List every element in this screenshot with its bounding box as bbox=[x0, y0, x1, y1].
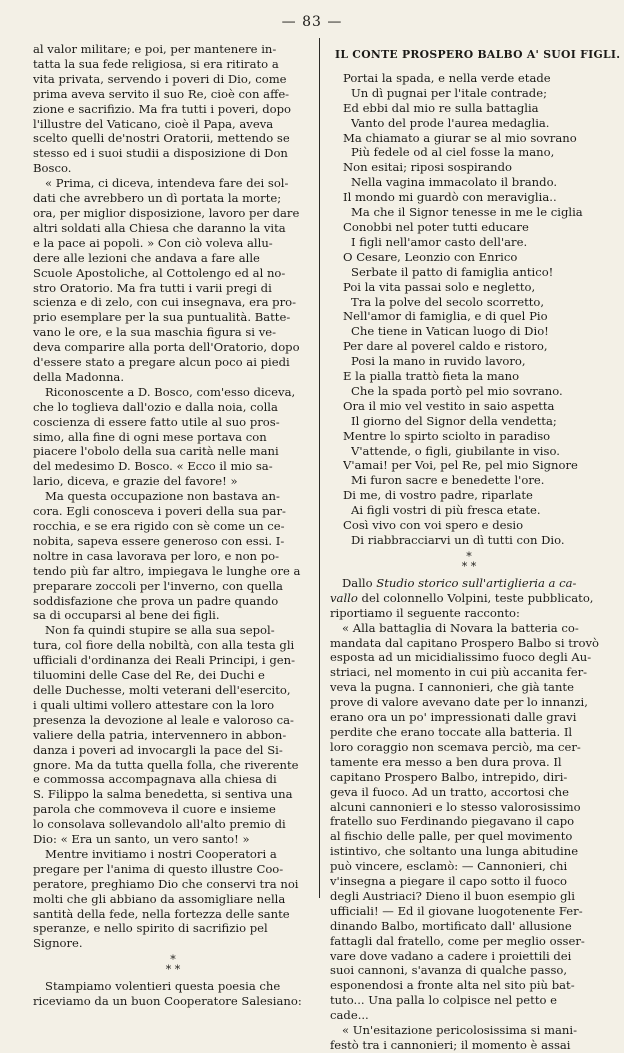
text-line: tiluomini delle Case del Re, dei Duchi e bbox=[33, 668, 265, 683]
text-line: molti che gli abbiano da assomigliare nella bbox=[33, 891, 286, 906]
text-line: Il mondo mi guardò con meraviglia.. bbox=[343, 190, 557, 205]
text-line: sa di occuparsi al bene dei figli. bbox=[33, 608, 220, 623]
text-line: presenza la devozione al leale e valoroso ca- bbox=[33, 712, 294, 727]
text-line: istintivo, che soltanto una lunga abitudine bbox=[330, 844, 579, 859]
text-line: I figli nell'amor casto dell'are. bbox=[351, 234, 528, 249]
text-line: gnore. Ma da tutta quella folla, che riverente bbox=[33, 757, 299, 772]
text-line: del medesimo D. Bosco. « Ecco il mio sa- bbox=[33, 459, 273, 474]
text-line: scelto quelli de'nostri Oratorii, mettendo se bbox=[33, 131, 290, 146]
text-line: dere alle lezioni che andava a fare alle bbox=[33, 250, 260, 265]
text-line: e la pace ai popoli. » Con ciò voleva allu- bbox=[33, 235, 273, 250]
text-line: soddisfazione che prova un padre quando bbox=[33, 593, 279, 608]
text-line: suoi cannoni, s'avanza di qualche passo, bbox=[330, 963, 568, 978]
text-line: capitano Prospero Balbo, intrepido, diri- bbox=[330, 769, 568, 784]
text-line: piacere l'obolo della sua carità nelle mani bbox=[33, 444, 279, 459]
text-line: prio esemplare per la sua puntualità. Batte- bbox=[33, 310, 291, 325]
text-line: perdite che erano toccate alla batteria. Il bbox=[330, 724, 573, 739]
text-line: loro coraggio non scemava perciò, ma cer- bbox=[330, 739, 581, 754]
text-line: lario, diceva, e grazie del favore! » bbox=[33, 474, 238, 489]
text-line: Riconoscente a D. Bosco, com'esso diceva, bbox=[45, 384, 296, 399]
text-line: peratore, preghiamo Dio che conservi tra noi bbox=[33, 876, 299, 891]
text-line: stesso ed i suoi studii a disposizione di Don bbox=[33, 146, 288, 161]
text-line: nobita, sapeva essere generoso con essi. I- bbox=[33, 533, 285, 548]
text-line: Poi la vita passai solo e negletto, bbox=[343, 279, 536, 294]
text-line: ufficiali d'ordinanza dei Reali Principi, i gen- bbox=[33, 653, 295, 668]
text-line: ora, per miglior disposizione, lavoro per dare bbox=[33, 205, 300, 220]
text-line: fratello suo Ferdinando piegavano il capo bbox=[330, 814, 575, 829]
text-line: tatta la sua fede religiosa, si era ritirato a bbox=[33, 56, 279, 71]
text-line: coscienza di essere fatto utile al suo pros- bbox=[33, 414, 280, 429]
text-line: rocchia, e se era rigido con sè come un ce- bbox=[33, 519, 285, 533]
text-line: vita privata, servendo i poveri di Dio, come bbox=[33, 71, 287, 86]
text-line: « Un'esitazione pericolosissima si mani- bbox=[342, 1023, 577, 1038]
text-line: delle Duchesse, molti veterani dell'esercito, bbox=[33, 682, 291, 697]
text-line: tamente era messo a ben dura prova. Il bbox=[330, 754, 562, 769]
text-line: scienza e di zelo, con cui insegnava, era pro- bbox=[33, 295, 297, 310]
text-line: Bosco. bbox=[33, 161, 72, 176]
text-line: che lo toglieva dall'ozio e dalla noia, colla bbox=[33, 399, 278, 414]
text-line: esposta ad un micidialissimo fuoco degli Au- bbox=[330, 650, 592, 665]
text-line: mandata dal capitano Prospero Balbo si trovò bbox=[330, 635, 599, 650]
star-separator-left: * * * bbox=[165, 953, 181, 977]
text-line: V'attende, o figli, giubilante in viso. bbox=[351, 443, 560, 458]
star-separator-right: * * * bbox=[461, 549, 477, 573]
text-line: prima aveva servito il suo Re, cioè con affe- bbox=[33, 86, 290, 101]
text-line: santità della fede, nella fortezza delle sante bbox=[33, 906, 290, 921]
text-line: al fischio delle palle, per quel movimento bbox=[330, 829, 573, 844]
text-line: noltre in casa lavorava per loro, e non po- bbox=[33, 548, 280, 563]
text-line: dati che avrebbero un dì portata la morte; bbox=[33, 191, 282, 206]
text-line: stro Oratorio. Ma fra tutti i varii pregi di bbox=[33, 280, 272, 295]
text-line: Ed ebbi dal mio re sulla battaglia bbox=[343, 100, 539, 115]
text-line: Un dì pugnai per l'itale contrade; bbox=[351, 85, 548, 100]
text-line: v'insegna a piegare il capo sotto il fuoco bbox=[330, 874, 568, 889]
text-line: deva comparire alla porta dell'Oratorio, dopo bbox=[33, 340, 300, 355]
text-line: al valor militare; e poi, per mantenere in- bbox=[33, 42, 277, 56]
text-line: preparare zoccoli per l'inverno, con quella bbox=[33, 578, 283, 593]
text-line: e commossa accompagnava alla chiesa di bbox=[33, 772, 277, 787]
poem bbox=[330, 71, 608, 548]
text-line: Conobbi nel poter tutti educare bbox=[343, 219, 529, 234]
text-line: esponendosi a fronte alta nel sito più bat- bbox=[330, 978, 575, 993]
text-line: « Alla battaglia di Novara la batteria co- bbox=[342, 620, 579, 635]
text-line: l'illustre del Vaticano, cioè il Papa, aveva bbox=[33, 116, 274, 131]
text-line: veva la pugna. I cannonieri, che già tante bbox=[330, 680, 574, 695]
text-line: valiere della patria, intervennero in abbon- bbox=[33, 727, 287, 742]
text-line: striaci, nel momento in cui più accanita fer- bbox=[330, 665, 588, 680]
left-column bbox=[33, 42, 313, 1009]
text-line: danza i poveri ad invocargli la pace del Si- bbox=[33, 742, 283, 757]
text-line: tura, col fiore della nobiltà, con alla testa gli bbox=[33, 638, 295, 653]
text-line: cora. Egli conosceva i poveri della sua par- bbox=[33, 504, 286, 519]
text-line: lo consolava sollevandolo all'alto premio di bbox=[33, 817, 286, 832]
text-line: prove di valore avevano date per lo innanzi, bbox=[330, 695, 588, 710]
left-prose-end bbox=[33, 979, 313, 1009]
text-line: riceviamo da un buon Cooperatore Salesiano: bbox=[33, 994, 302, 1009]
text-line: Vanto del prode l'aurea medaglia. bbox=[351, 115, 550, 130]
text-line: dinando Balbo, mortificato dall' allusione bbox=[330, 918, 572, 933]
text-line: Così vivo con voi spero e desio bbox=[343, 518, 524, 533]
text-line: Stampiamo volentieri questa poesia che bbox=[45, 979, 281, 994]
text-line: Ma chiamato a giurar se al mio sovrano bbox=[343, 130, 577, 145]
text-line: tuto... Una palla lo colpisce nel petto e bbox=[330, 993, 558, 1008]
text-line: Dio: « Era un santo, un vero santo! » bbox=[33, 832, 250, 847]
text-line: Mi furon sacre e benedette l'ore. bbox=[351, 473, 545, 488]
right-column bbox=[330, 42, 621, 1053]
text-line: O Cesare, Leonzio con Enrico bbox=[343, 249, 518, 264]
text-line: Più fedele od al ciel fosse la mano, bbox=[351, 145, 555, 160]
text-line: parola che commoveva il cuore e insieme bbox=[33, 802, 276, 817]
text-line: Che tiene in Vatican luogo di Dio! bbox=[351, 324, 549, 339]
source-intro: Dallo Studio storico sull'artiglieria a ca- vallo del colonnello Volpini, teste pubblicato, bbox=[330, 575, 594, 605]
text-line: Ma che il Signor tenesse in me le ciglia bbox=[351, 205, 583, 220]
text-line: Mentre invitiamo i nostri Cooperatori a bbox=[45, 846, 277, 861]
text-line: vare dove vadano a cadere i proiettili dei bbox=[330, 948, 572, 963]
text-line: tendo più far altro, impiegava le lunghe ore a bbox=[33, 563, 301, 578]
text-line: « Prima, ci diceva, intendeva fare dei sol- bbox=[45, 176, 289, 191]
page-number: — 83 — bbox=[281, 14, 343, 30]
text-line: può vincere, esclamò: — Cannonieri, chi bbox=[330, 859, 568, 874]
text-line: Posi la mano in ruvido lavoro, bbox=[351, 354, 526, 369]
text-line: Nella vagina immacolato il brando. bbox=[351, 175, 558, 190]
text-line: Ma questa occupazione non bastava an- bbox=[45, 489, 280, 504]
right-prose bbox=[330, 606, 608, 1053]
text-line: fattagli dal fratello, come per meglio osser- bbox=[330, 933, 585, 948]
text-line: i quali ultimi vollero attestare con la loro bbox=[33, 697, 275, 712]
text-line: Ai figli vostri di più fresca etate. bbox=[351, 503, 541, 518]
text-line: ufficiali! — Ed il giovane luogotenente Fer- bbox=[330, 903, 583, 918]
text-line: zione e sacrifizio. Ma fra tutti i poveri, dopo bbox=[33, 101, 292, 116]
text-line: Che la spada portò pel mio sovrano. bbox=[351, 383, 563, 398]
text-line: E la pialla trattò fieta la mano bbox=[343, 369, 520, 384]
text-line: Ora il mio vel vestito in saio aspetta bbox=[343, 398, 555, 413]
text-line: pregare per l'anima di questo illustre Coo- bbox=[33, 861, 284, 876]
text-line: Non esitai; riposi sospirando bbox=[343, 160, 512, 175]
text-line: cade... bbox=[330, 1008, 369, 1023]
text-line: V'amai! per Voi, pel Re, pel mio Signore bbox=[343, 458, 578, 473]
text-line: geva il fuoco. Ad un tratto, accortosi che bbox=[330, 784, 570, 799]
text-line: altri soldati alla Chiesa che daranno la vita bbox=[33, 220, 286, 235]
text-line: speranze, e nello spirito di sacrifizio pel bbox=[33, 921, 268, 936]
text-line: Per dare al poverel caldo e ristoro, bbox=[343, 339, 548, 354]
text-line: festò tra i cannonieri; il momento è assai bbox=[330, 1038, 571, 1052]
text-line: riportiamo il seguente racconto: bbox=[330, 605, 520, 620]
text-line: della Madonna. bbox=[33, 369, 125, 384]
text-line: simo, alla fine di ogni mese portava con bbox=[33, 429, 267, 444]
text-line: Portai la spada, e nella verde etade bbox=[343, 70, 551, 85]
text-line: Serbate il patto di famiglia antico! bbox=[351, 264, 554, 279]
text-line: Mentre lo spirto sciolto in paradiso bbox=[343, 428, 551, 443]
text-line: vano le ore, e la sua maschia figura si ve- bbox=[33, 325, 277, 340]
text-line: Nell'amor di famiglia, e di quel Pio bbox=[343, 309, 548, 324]
text-line: Non fa quindi stupire se alla sua sepol- bbox=[45, 623, 275, 638]
poem-title: IL CONTE PROSPERO BALBO A' SUOI FIGLI. bbox=[335, 48, 621, 61]
text-line: alcuni cannonieri e lo stesso valorosissimo bbox=[330, 799, 581, 814]
text-line: Di riabbracciarvi un dì tutti con Dio. bbox=[351, 533, 565, 547]
left-prose bbox=[33, 42, 313, 951]
text-line: d'essere stato a pregare alcun poco ai piedi bbox=[33, 355, 290, 370]
text-line: erano ora un po' impressionati dalle gravi bbox=[330, 710, 577, 725]
column-divider bbox=[319, 38, 320, 898]
text-line: Di me, di vostro padre, riparlate bbox=[343, 488, 533, 503]
text-line: Signore. bbox=[33, 936, 83, 951]
text-line: Tra la polve del secolo scorretto, bbox=[351, 294, 545, 309]
text-line: S. Filippo la salma benedetta, si sentiva una bbox=[33, 787, 293, 802]
text-line: Scuole Apostoliche, al Cottolengo ed al no- bbox=[33, 265, 286, 280]
text-line: degli Austriaci? Dieno il buon esempio gli bbox=[330, 888, 575, 903]
text-line: Il giorno del Signor della vendetta; bbox=[351, 413, 557, 428]
